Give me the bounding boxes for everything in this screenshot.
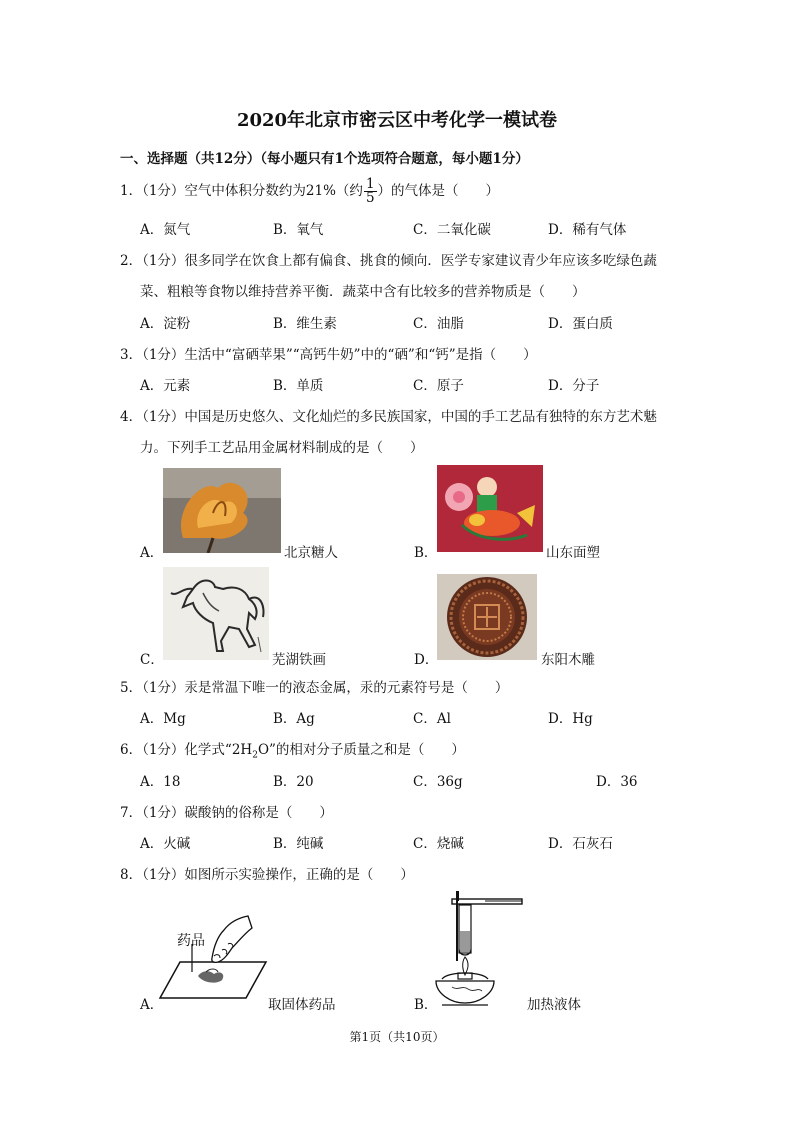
fraction xyxy=(364,178,377,205)
q6-option-a: A．18 xyxy=(140,774,181,790)
q5-option-c: C．Al xyxy=(413,711,451,727)
q6-option-c: C．36g xyxy=(413,774,463,790)
question-2-line-2: 菜、粗粮等食物以维持营养平衡．蔬菜中含有比较多的营养物质是（ ） xyxy=(140,284,586,300)
q5-option-d: D．Hg xyxy=(548,711,593,727)
q3-option-d: D．分子 xyxy=(548,378,600,394)
q8-option-b-letter: B． xyxy=(414,997,438,1013)
q4-option-b-caption: 山东面塑 xyxy=(546,545,600,561)
q1-stem-part-b: ）的气体是（ ） xyxy=(377,183,500,199)
q6-option-d: D．36 xyxy=(596,774,638,790)
q4-option-a-caption: 北京糖人 xyxy=(284,545,338,561)
take-solid-reagent-diagram xyxy=(158,910,268,1005)
q3-option-b: B．单质 xyxy=(273,378,324,394)
q3-option-c: C．原子 xyxy=(413,378,464,394)
question-8-stem: 8．（1分）如图所示实验操作，正确的是（ ） xyxy=(120,867,414,883)
question-3-stem: 3．（1分）生活中“富硒苹果”“高钙牛奶”中的“硒”和“钙”是指（ ） xyxy=(120,347,537,363)
section-heading: 一、选择题（共12分）（每小题只有1个选项符合题意，每小题1分） xyxy=(120,151,529,167)
heat-liquid-diagram xyxy=(430,887,530,1009)
q8-option-a-letter: A． xyxy=(140,997,164,1013)
q1-stem-part-a: 1．（1分）空气中体积分数约为21%（约 xyxy=(120,183,363,199)
question-4-line-1: 4．（1分）中国是历史悠久、文化灿烂的多民族国家，中国的手工艺品有独特的东方艺术魅 xyxy=(120,409,657,425)
q6-stem-part-b: O”的相对分子质量之和是（ ） xyxy=(257,742,465,758)
q4-option-b-letter: B． xyxy=(414,545,438,561)
q4-option-a-letter: A． xyxy=(140,545,164,561)
fraction-denominator: 5 xyxy=(365,190,375,206)
q2-option-d: D．蛋白质 xyxy=(548,316,613,332)
q5-option-b: B．Ag xyxy=(273,711,315,727)
q2-option-c: C．油脂 xyxy=(413,316,464,332)
q8-option-a-caption: 取固体药品 xyxy=(268,997,336,1013)
question-2-line-1: 2．（1分）很多同学在饮食上都有偏食、挑食的倾向．医学专家建议青少年应该多吃绿色蔬 xyxy=(120,253,657,269)
q7-option-b: B．纯碱 xyxy=(273,836,324,852)
page-title: 2020年北京市密云区中考化学一模试卷 xyxy=(236,110,558,131)
dough-figure-image xyxy=(437,465,543,552)
q4-option-c-caption: 芜湖铁画 xyxy=(272,652,326,668)
q4-option-d-letter: D． xyxy=(414,652,439,668)
question-4-line-2: 力。下列手工艺品用金属材料制成的是（ ） xyxy=(140,440,424,456)
q7-option-d: D．石灰石 xyxy=(548,836,613,852)
question-7-stem: 7．（1分）碳酸钠的俗称是（ ） xyxy=(120,805,333,821)
reagent-label: 药品 xyxy=(177,933,205,949)
q1-option-d: D．稀有气体 xyxy=(548,222,627,238)
q3-option-a: A．元素 xyxy=(140,378,191,394)
q6-option-b: B．20 xyxy=(273,774,314,790)
q2-option-a: A．淀粉 xyxy=(140,316,191,332)
q6-stem-part-a: 6．（1分）化学式“2H xyxy=(120,742,253,758)
question-1-stem xyxy=(120,178,499,205)
iron-painting-image xyxy=(163,567,269,660)
q1-option-c: C．二氧化碳 xyxy=(413,222,491,238)
q1-option-b: B．氧气 xyxy=(273,222,324,238)
page-footer: 第1页（共10页） xyxy=(349,1030,445,1044)
q8-option-b-caption: 加热液体 xyxy=(527,997,581,1013)
q7-option-a: A．火碱 xyxy=(140,836,191,852)
sugar-figure-image xyxy=(163,468,281,553)
fraction-numerator: 1 xyxy=(365,176,375,192)
q4-option-d-caption: 东阳木雕 xyxy=(541,652,595,668)
q5-option-a: A．Mg xyxy=(140,711,186,727)
q1-option-a: A．氮气 xyxy=(140,222,191,238)
wood-carving-image xyxy=(437,574,537,660)
question-6-stem xyxy=(120,738,465,761)
subscript: 2 xyxy=(252,750,258,761)
q2-option-b: B．维生素 xyxy=(273,316,337,332)
q4-option-c-letter: C． xyxy=(140,652,164,668)
question-5-stem: 5．（1分）汞是常温下唯一的液态金属，汞的元素符号是（ ） xyxy=(120,680,509,696)
q7-option-c: C．烧碱 xyxy=(413,836,464,852)
